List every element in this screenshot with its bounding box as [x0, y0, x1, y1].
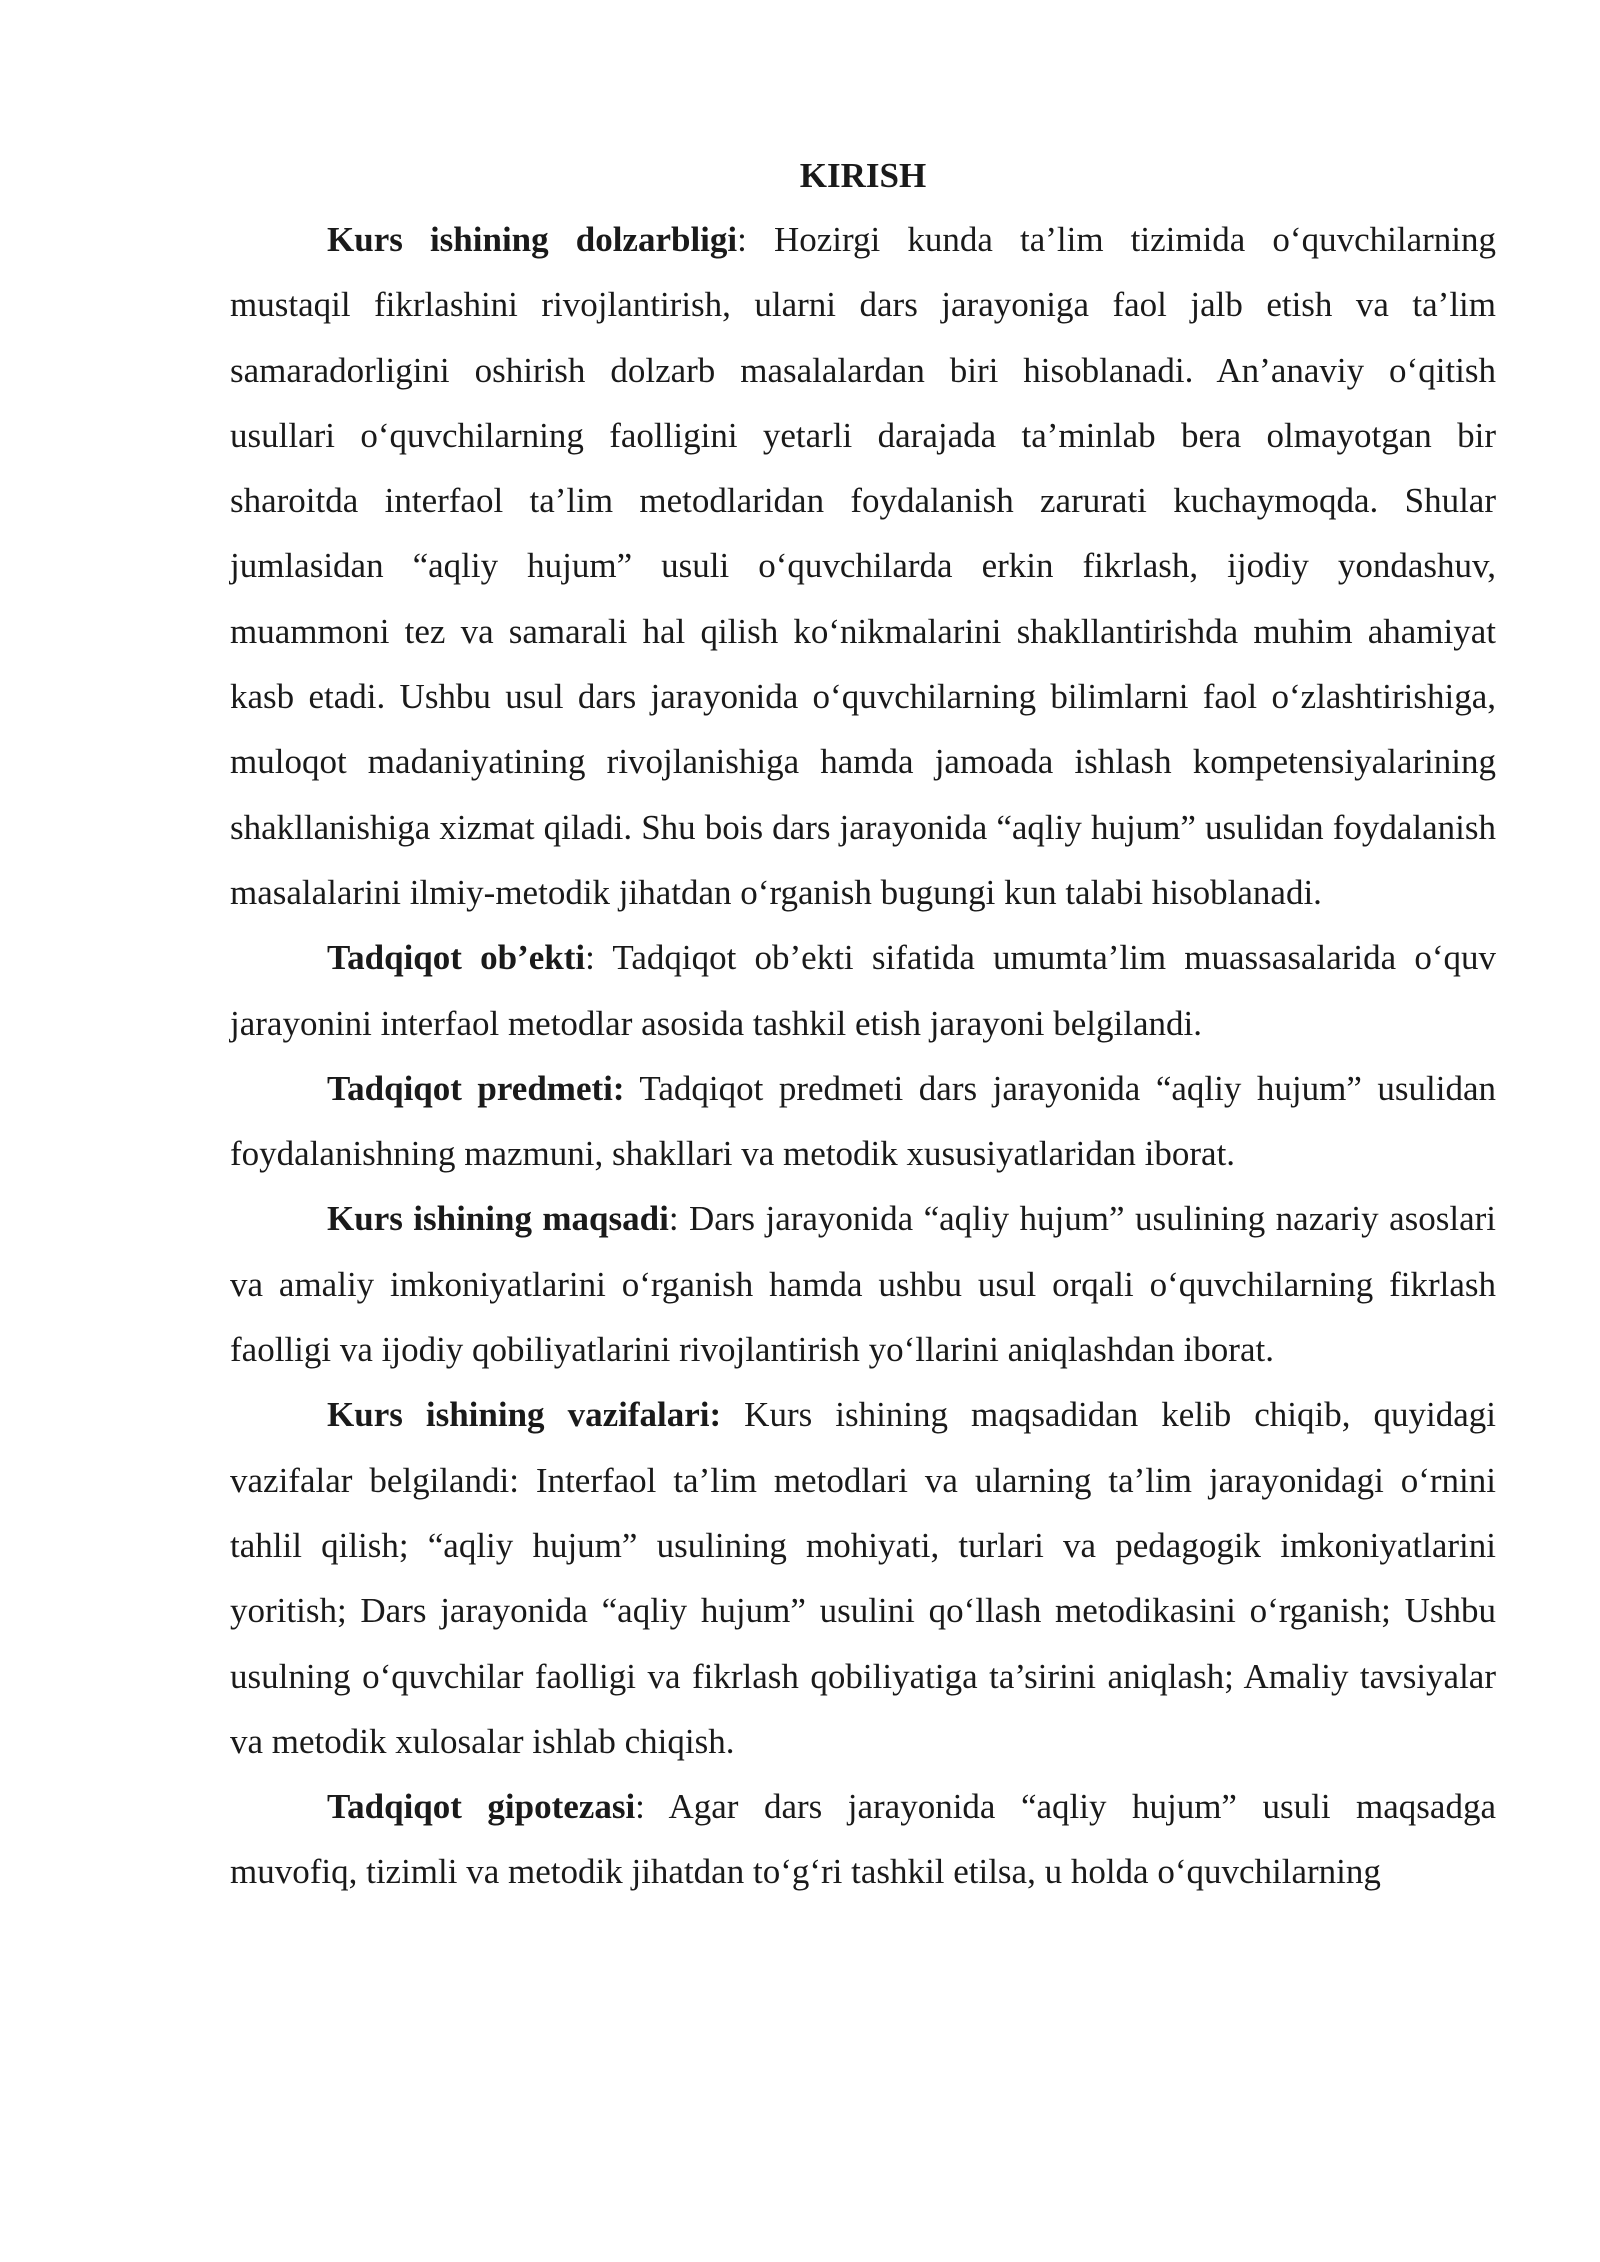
- label-separator: :: [668, 1199, 679, 1239]
- paragraph-label: Kurs ishining dolzarbligi: [327, 220, 738, 259]
- paragraph-text: Tadqiqot ob’ekti sifatida umumta’lim muassasalarida o‘quv jarayonini interfaol metodlar asosida tashkil etish jarayoni belgilandi.: [230, 938, 1496, 1043]
- paragraph-text: Hozirgi kunda ta’lim tizimida o‘quvchilarning mustaqil fikrlashini rivojlantirish, ularni dars jarayoniga faol jalb etish va ta’lim samaradorligini oshirish dolzarb masalalardan biri hisoblanadi. An’anaviy o‘qitish usullari o‘quvchilarning faolligini yetarli darajada ta’minlab bera olmayotgan bir sharoitda interfaol ta’lim metodlaridan foydalanish zarurati kuchaymoqda. Shular jumlasidan “aqliy hujum” usuli o‘quvchilarda erkin fikrlash, ijodiy yondashuv, muammoni tez va samarali hal qilish ko‘nikmalarini shakllantirishda muhim ahamiyat kasb etadi. Ushbu usul dars jarayonida o‘quvchilarning bilimlarni faol o‘zlashtirishiga, muloqot madaniyatining rivojlanishiga hamda jamoada ishlash kompetensiyalarining shakllanishiga xizmat qiladi. Shu bois dars jarayonida “aqliy hujum” usulidan foydalanish masalalarini ilmiy-metodik jihatdan o‘rganish bugungi kun talabi hisoblanadi.: [230, 220, 1496, 912]
- label-separator: :: [585, 938, 595, 978]
- paragraph-text: Kurs ishining maqsadidan kelib chiqib, quyidagi vazifalar belgilandi: Interfaol ta’lim metodlari va ularning ta’lim jarayonidagi o‘rnini tahlil qilish; “aqliy hujum” usulining mohiyati, turlari va pedagogik imkoniyatlarini yoritish; Dars jarayonida “aqliy hujum” usulini qo‘llash metodikasini o‘rganish; Ushbu usulning o‘quvchilar faolligi va fikrlash qobiliyatiga ta’sirini aniqlash; Amaliy tavsiyalar va metodik xulosalar ishlab chiqish.: [230, 1395, 1496, 1761]
- paragraph-label: Kurs ishining vazifalari:: [327, 1395, 722, 1435]
- paragraph-obekti: [230, 925, 1496, 1056]
- paragraph-text: Tadqiqot predmeti dars jarayonida “aqliy hujum” usulidan foydalanishning mazmuni, shakllari va metodik xususiyatlaridan iborat.: [230, 1068, 1497, 1174]
- paragraph-label: Kurs ishining maqsadi: [327, 1199, 669, 1239]
- label-separator: :: [737, 220, 747, 259]
- paragraph-predmeti: [230, 1056, 1496, 1187]
- paragraph-vazifalari: [230, 1382, 1496, 1774]
- paragraph-maqsadi: [230, 1186, 1496, 1382]
- page-title: KIRISH: [799, 156, 927, 195]
- label-separator: :: [635, 1787, 645, 1827]
- paragraph-label: Tadqiqot predmeti:: [327, 1068, 625, 1108]
- paragraph-dolzarbligi: [230, 207, 1496, 925]
- paragraph-label: Tadqiqot ob’ekti: [327, 938, 586, 978]
- document-body: [230, 150, 1496, 1905]
- paragraph-label: Tadqiqot gipotezasi: [327, 1787, 636, 1827]
- paragraph-gipotezasi: [230, 1774, 1496, 1905]
- paragraph-text: Dars jarayonida “aqliy hujum” usulining nazariy asoslari va amaliy imkoniyatlarini o‘rganish hamda ushbu usul orqali o‘quvchilarning fikrlash faolligi va ijodiy qobiliyatlarini rivojlantirish yo‘llarini aniqlashdan iborat.: [230, 1199, 1496, 1370]
- paragraph-text: Agar dars jarayonida “aqliy hujum” usuli maqsadga muvofiq, tizimli va metodik jihatdan to‘g‘ri tashkil etilsa, u holda o‘quvchilarning: [230, 1787, 1496, 1892]
